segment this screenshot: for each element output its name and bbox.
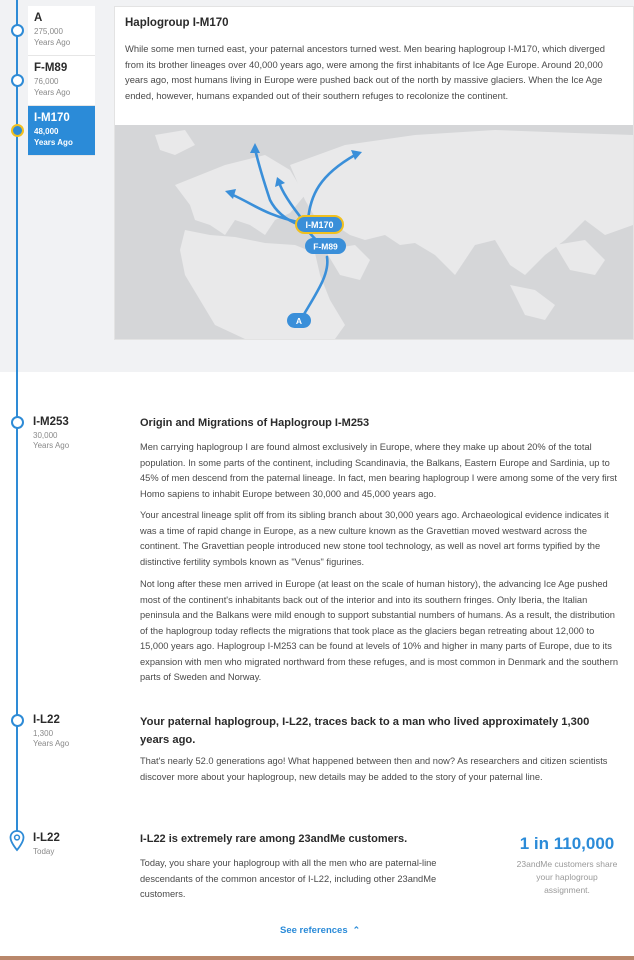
- timeline-item-i-m170[interactable]: [28, 106, 95, 156]
- label-i-m170-text: I-M170: [305, 220, 334, 230]
- timeline-node: [11, 416, 24, 429]
- timeline-item-count: 48,000: [34, 127, 59, 136]
- timeline-item-name: I-L22: [33, 714, 60, 726]
- timeline-item-name: I-M253: [33, 416, 69, 428]
- timeline-item-unit: Years Ago: [34, 138, 73, 147]
- section-paragraph: That's nearly 52.0 generations ago! What happened between then and now? As researchers and citizen scientists discover more about your haplogroup, new details may be added to the story of your paternal line.: [140, 756, 608, 782]
- timeline-item-name: I-L22: [33, 832, 60, 844]
- timeline-item-i-l22[interactable]: [33, 714, 69, 749]
- timeline-item-unit: Years Ago: [33, 441, 70, 450]
- chevron-up-icon: ⌃: [352, 925, 361, 935]
- timeline-item-a[interactable]: [28, 6, 95, 56]
- section-title-today: I-L22 is extremely rare among 23andMe customers.: [140, 833, 408, 845]
- migration-map[interactable]: [115, 125, 633, 339]
- timeline-item-i-m253[interactable]: [33, 416, 69, 451]
- footer-bar: [0, 956, 634, 960]
- timeline-item-count: 30,000: [33, 431, 58, 440]
- location-pin-icon: [9, 830, 25, 852]
- timeline-item-count: 1,300: [33, 729, 54, 738]
- timeline-item-unit: Years Ago: [34, 38, 71, 47]
- see-references-label: See references: [280, 925, 348, 936]
- timeline-item-name: I-M170: [34, 112, 70, 124]
- map-panel: [114, 6, 634, 340]
- timeline-item-unit: Years Ago: [34, 88, 71, 97]
- map-panel-text: While some men turned east, your paternal ancestors turned west. Men bearing haplogroup I-M170, which diverged from its brother lineages over 40,000 years ago, were among the first inhabitants of Ice Age Europe. Around 20,000 years ago, most humans living in Europe were pushed back out of the north by massive glaciers. When the Ice Age ended, however, humans expanded out of their southern refuges to recolonize the continent.: [125, 43, 605, 101]
- see-references-link[interactable]: [280, 925, 360, 936]
- timeline-node-active: [11, 124, 24, 137]
- label-i-m170[interactable]: [296, 216, 343, 233]
- timeline-node: [11, 24, 24, 37]
- timeline-item-count: 76,000: [34, 77, 59, 86]
- section-paragraph: Not long after these men arrived in Europe (at least on the scale of human history), the advancing Ice Age pushed most of the continent's inhabitants back out of the interior and into its southern fringes. Only Iberia, the Italian peninsula and the Balkans were mild enough to support substantial numbers of humans. As a result, the distribution of the haplogroup today reflects the migrations that took place as the glaciers began retreating about 12,000 to 15,000 years ago. Haplogroup I-M253 can be found at levels of 10% and higher in many parts of Europe, due to its expansion with men who migrated northward from these refuges, and is most common in Denmark and the southern parts of Sweden and Norway.: [140, 579, 618, 682]
- map-panel-title: Haplogroup I-M170: [125, 17, 229, 29]
- section-title-i-l22: Your paternal haplogroup, I-L22, traces back to a man who lived approximately 1,300 years ago.: [140, 716, 590, 746]
- rarity-stat: 1 in 110,000: [519, 834, 615, 853]
- section-paragraph: Your ancestral lineage split off from its sibling branch about 30,000 years ago. Archaeological evidence indicates it was a time of rapid change in Europe, as a new culture known as the Gravettian moved westward across the continent. The Gravettian people introduced new stone tool technology, as well as novel art forms typified by the distinctive fertility symbols known as "Venus" figurines.: [140, 510, 609, 567]
- label-f-m89[interactable]: [305, 238, 346, 254]
- label-a-text: A: [295, 316, 303, 326]
- timeline-node: [11, 714, 24, 727]
- timeline-node: [11, 74, 24, 87]
- label-f-m89-text: F-M89: [313, 241, 338, 252]
- timeline-item-count: Today: [33, 847, 55, 856]
- section-paragraph: Men carrying haplogroup I are found almost exclusively in Europe, where they make up about 20% of the total population. In some parts of the continent, including Scandinavia, the Balkans, Eastern Europe and Sardinia, up to 45% of men descend from the paternal lineage. In fact, men bearing haplogroup I were among some of the very first Homo sapiens to inhabit Europe between 30,000 and 45,000 years ago.: [140, 442, 617, 499]
- section-title-i-m253: Origin and Migrations of Haplogroup I-M253: [140, 417, 370, 429]
- label-a[interactable]: [287, 313, 311, 328]
- timeline-item-name: F-M89: [34, 62, 68, 74]
- timeline-item-name: A: [34, 12, 43, 24]
- timeline-item-f-m89[interactable]: [28, 56, 95, 106]
- section-paragraph: Today, you share your haplogroup with all the men who are paternal-line descendants of the common ancestor of I-L22, including other 23andMe customers.: [140, 858, 437, 899]
- timeline-item-unit: Years Ago: [33, 739, 70, 748]
- rarity-stat-caption: 23andMe customers share your haplogroup assignment.: [516, 859, 618, 895]
- timeline-item-count: 275,000: [34, 27, 63, 36]
- timeline-item-today[interactable]: [33, 832, 60, 857]
